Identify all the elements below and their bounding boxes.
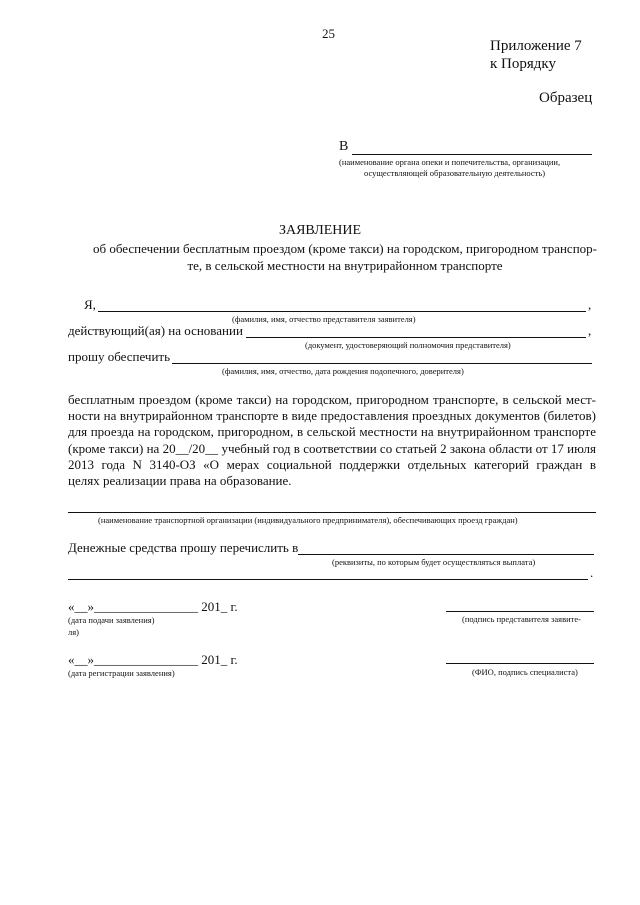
appendix-line-2: к Порядку <box>490 56 556 72</box>
body-line: 2013 года N 3140-ОЗ «О мерах социальной поддержки отдельных категорий граждан в <box>68 456 596 472</box>
addressee-caption-2: осуществляющей образовательную деятельность) <box>364 168 546 178</box>
ward-name-field[interactable] <box>172 363 592 364</box>
transport-org-caption: (наименование транспортной организации (индивидуального предпринимателя), обеспечивающих проезд граждан) <box>98 515 518 525</box>
specialist-signature-field[interactable] <box>446 663 594 664</box>
body-line: целях реализации права на образование. <box>68 473 292 489</box>
document-title: ЗАЯВЛЕНИЕ <box>278 223 362 238</box>
body-paragraph <box>68 392 596 489</box>
document-subtitle-1: об обеспечении бесплатным проездом (кроме такси) на городском, пригородном транспор- <box>93 241 597 256</box>
applicant-suffix: , <box>588 297 592 312</box>
body-line: ности на внутрирайонном транспорте в виде предоставления проездных документов (билетов) <box>68 408 596 424</box>
transport-org-field[interactable] <box>68 512 596 513</box>
applicant-caption: (фамилия, имя, отчество представителя заявителя) <box>232 314 416 324</box>
body-line: бесплатным проездом (кроме такси) на городском, пригородном транспорте, в сельской мест- <box>68 392 596 407</box>
request-label: прошу обеспечить <box>68 349 171 364</box>
addressee-caption-1: (наименование органа опеки и попечительства, организации, <box>339 157 561 167</box>
payment-caption: (реквизиты, по которым будет осуществляться выплата) <box>332 557 536 567</box>
basis-label: действующий(ая) на основании <box>68 323 243 338</box>
addressee-prefix: В <box>339 139 349 154</box>
signature-caption-2: ля) <box>68 627 79 637</box>
specialist-signature-caption: (ФИО, подпись специалиста) <box>472 667 578 677</box>
sample-label: Образец <box>539 90 593 106</box>
body-line: (кроме такси) на 20__/20__ учебный год в соответствии со статьей 2 закона области от 17 июля <box>68 440 596 456</box>
request-caption: (фамилия, имя, отчество, дата рождения подопечного, доверителя) <box>222 366 464 376</box>
page-number: 25 <box>322 26 335 41</box>
representative-signature-field[interactable] <box>446 611 594 612</box>
registration-date-caption: (дата регистрации заявления) <box>68 668 175 678</box>
filing-date-field[interactable]: «__»________________ 201_ г. <box>68 599 238 614</box>
payment-details-field-2[interactable] <box>68 579 588 580</box>
basis-document-field[interactable] <box>246 337 586 338</box>
signature-caption-1: (подпись представителя заявите- <box>462 614 581 624</box>
filing-date-caption: (дата подачи заявления) <box>68 615 155 625</box>
basis-caption: (документ, удостоверяющий полномочия представителя) <box>305 340 511 350</box>
body-line: для проезда на городском, пригородном, в сельской местности на внутрирайонном транспорте <box>68 424 596 440</box>
registration-date-field[interactable]: «__»________________ 201_ г. <box>68 652 238 667</box>
payment-end-mark: . <box>590 565 594 580</box>
payment-label: Денежные средства прошу перечислить в <box>68 540 299 555</box>
applicant-name-field[interactable] <box>98 311 586 312</box>
appendix-line-1: Приложение 7 <box>490 38 582 54</box>
basis-suffix: , <box>588 323 592 338</box>
payment-details-field[interactable] <box>298 554 594 555</box>
applicant-prefix: Я, <box>84 297 96 312</box>
document-subtitle-2: те, в сельской местности на внутрирайонном транспорте <box>187 258 503 273</box>
addressee-field[interactable] <box>352 154 592 155</box>
